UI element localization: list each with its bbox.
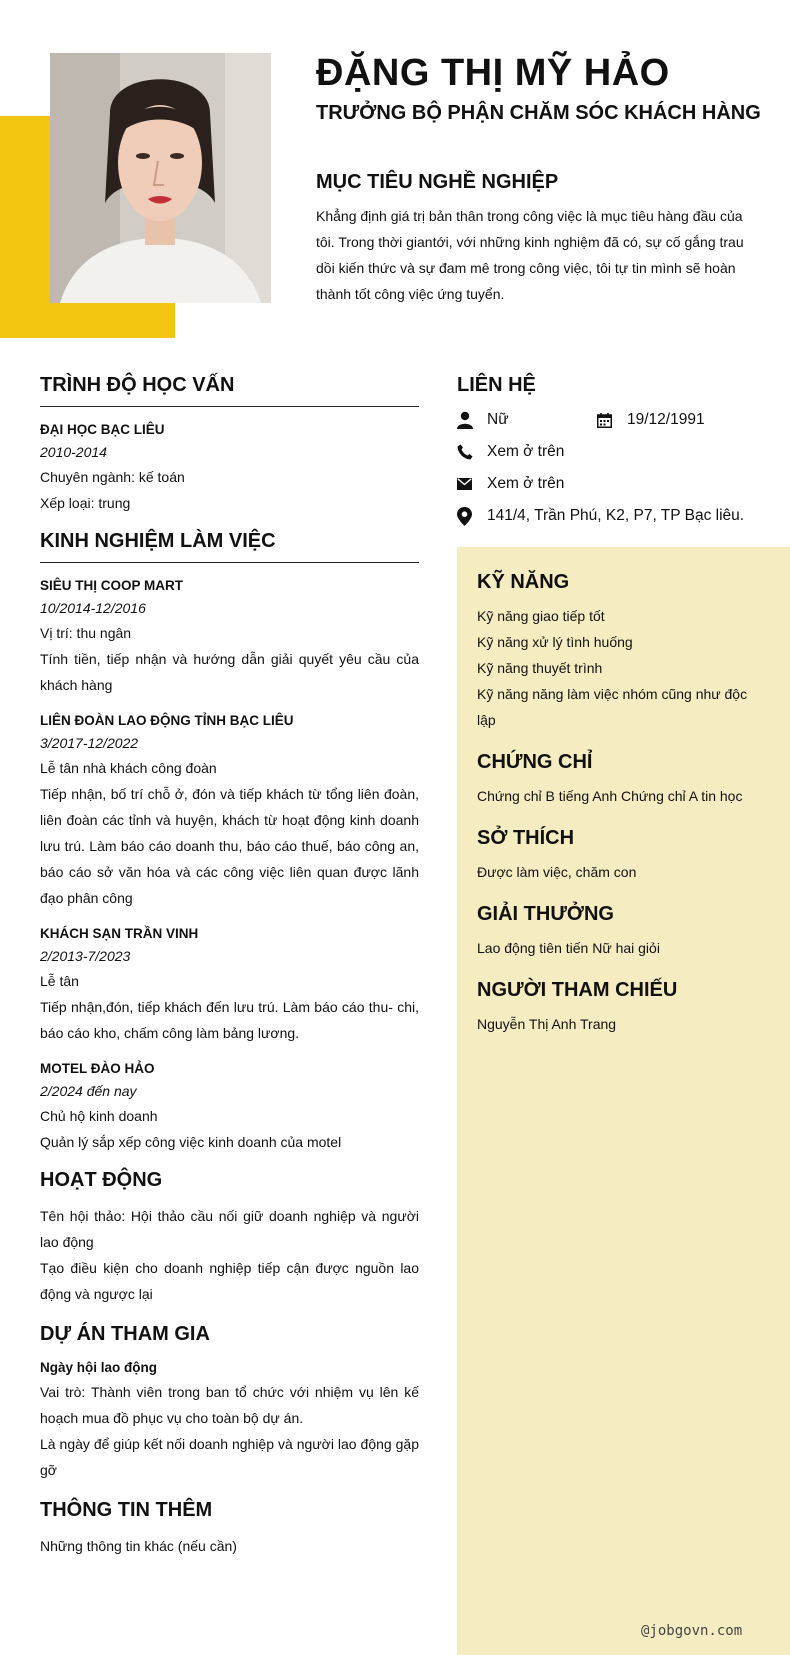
contact-row-gender-birthday — [457, 404, 777, 436]
references-text: Nguyễn Thị Anh Trang — [477, 1016, 617, 1032]
birthday-value: 19/12/1991 — [627, 411, 705, 428]
experience-position: Lễ tân nhà khách công đoàn — [40, 760, 217, 776]
right-panel — [457, 547, 790, 1655]
hobbies-section — [477, 825, 755, 885]
education-section — [40, 372, 419, 516]
skills-heading: KỸ NĂNG — [477, 571, 570, 593]
certificates-heading: CHỨNG CHỈ — [477, 751, 593, 773]
map-pin-icon — [457, 507, 487, 526]
certificates-section — [477, 749, 755, 809]
experience-period: 10/2014-12/2016 — [40, 600, 146, 616]
skill-item: Kỹ năng năng làm việc nhóm cũng như độc lập — [477, 686, 748, 728]
experience-period: 2/2013-7/2023 — [40, 948, 131, 964]
address-value: 141/4, Trần Phú, K2, P7, TP Bạc liêu. — [487, 507, 745, 524]
awards-section — [477, 901, 755, 961]
references-heading: NGƯỜI THAM CHIẾU — [477, 979, 678, 1001]
watermark: @jobgovn.com — [641, 1623, 743, 1639]
hobbies-text: Được làm việc, chăm con — [477, 864, 637, 880]
candidate-name: ĐẶNG THỊ MỸ HẢO — [316, 52, 670, 94]
experience-description: Quản lý sắp xếp công việc kinh doanh của motel — [40, 1134, 342, 1150]
experience-entry — [40, 575, 419, 698]
projects-section — [40, 1321, 419, 1483]
contact-row-address — [457, 500, 777, 532]
education-rank: Xếp loại: trung — [40, 495, 131, 511]
calendar-icon — [597, 413, 627, 428]
skill-item: Kỹ năng thuyết trình — [477, 660, 603, 676]
left-column — [40, 372, 419, 1569]
activity-line: Tên hội thảo: Hội thảo cầu nối giữ doanh nghiệp và người lao động — [40, 1208, 419, 1250]
activity-line: Tạo điều kiện cho doanh nghiệp tiếp cận được nguồn lao động và ngược lại — [40, 1260, 419, 1302]
hobbies-heading: SỞ THÍCH — [477, 827, 575, 849]
school-name: ĐẠI HỌC BẠC LIÊU — [40, 422, 165, 437]
envelope-icon — [457, 478, 487, 490]
company-name: MOTEL ĐÀO HẢO — [40, 1061, 155, 1076]
experience-description: Tính tiền, tiếp nhận và hướng dẫn giải quyết yêu cầu của khách hàng — [40, 651, 419, 693]
objective-heading: MỤC TIÊU NGHỀ NGHIỆP — [316, 171, 559, 193]
experience-position: Chủ hộ kinh doanh — [40, 1108, 158, 1124]
user-icon — [457, 411, 487, 429]
right-panel-content — [477, 569, 755, 1053]
education-entry — [40, 419, 419, 516]
project-line: Là ngày để giúp kết nối doanh nghiệp và người lao động gặp gỡ — [40, 1436, 419, 1478]
experience-heading: KINH NGHIỆM LÀM VIỆC — [40, 528, 419, 563]
contact-row-email — [457, 468, 777, 500]
extra-text: Những thông tin khác (nếu cần) — [40, 1538, 237, 1554]
experience-period: 2/2024 đến nay — [40, 1083, 137, 1099]
experience-entry — [40, 1058, 419, 1155]
experience-description: Tiếp nhận, bố trí chỗ ở, đón và tiếp khách từ tổng liên đoàn, liên đoàn các tỉnh và huyện, khách từ hoạt động kinh doanh lưu trú. Làm báo cáo doanh thu, báo cáo thuế, báo công an, báo cáo sở văn hóa và các công việc liên quan được lãnh đạo phân công — [40, 786, 419, 906]
experience-description: Tiếp nhận,đón, tiếp khách đến lưu trú. Làm báo cáo thu- chi, báo cáo kho, chấm công làm bảng lương. — [40, 999, 419, 1041]
skill-item: Kỹ năng xử lý tình huống — [477, 634, 633, 650]
gender-value: Nữ — [487, 411, 509, 428]
objective-text: Khẳng định giá trị bản thân trong công việc là mục tiêu hàng đầu của tôi. Trong thời giantới, với những kinh nghiệm đã có, sự cố gắng trau dồi kiến thức và sự đam mê trong công việc, tôi tự tin mình sẽ hoàn thành tốt công việc ứng tuyển. — [316, 208, 744, 302]
profile-photo — [50, 53, 271, 303]
awards-heading: GIẢI THƯỞNG — [477, 903, 614, 925]
email-value: Xem ở trên — [487, 475, 565, 492]
certificates-text: Chứng chỉ B tiếng Anh Chứng chỉ A tin học — [477, 788, 743, 804]
activities-section — [40, 1167, 419, 1307]
phone-value: Xem ở trên — [487, 443, 565, 460]
experience-period: 3/2017-12/2022 — [40, 735, 139, 751]
education-major: Chuyên ngành: kế toán — [40, 469, 185, 485]
experience-entry — [40, 710, 419, 911]
contact-row-phone — [457, 436, 777, 468]
education-period: 2010-2014 — [40, 444, 107, 460]
company-name: KHÁCH SẠN TRẦN VINH — [40, 926, 199, 941]
company-name: LIÊN ĐOÀN LAO ĐỘNG TỈNH BẠC LIÊU — [40, 713, 294, 728]
experience-position: Vị trí: thu ngân — [40, 625, 132, 641]
extra-heading: THÔNG TIN THÊM — [40, 1499, 213, 1521]
activities-heading: HOẠT ĐỘNG — [40, 1169, 163, 1191]
projects-heading: DỰ ÁN THAM GIA — [40, 1323, 210, 1345]
experience-position: Lễ tân — [40, 973, 79, 989]
experience-entry — [40, 923, 419, 1046]
experience-section — [40, 528, 419, 1155]
project-title: Ngày hội lao động — [40, 1360, 157, 1375]
education-heading: TRÌNH ĐỘ HỌC VẤN — [40, 372, 419, 407]
phone-icon — [457, 444, 487, 460]
references-section — [477, 977, 755, 1037]
skills-section — [477, 569, 755, 733]
skill-item: Kỹ năng giao tiếp tốt — [477, 608, 605, 624]
project-line: Vai trò: Thành viên trong ban tổ chức với nhiệm vụ lên kế hoạch mua đồ phục vụ cho toàn bộ dự án. — [40, 1384, 419, 1426]
contact-section — [457, 372, 777, 532]
awards-text: Lao động tiên tiến Nữ hai giỏi — [477, 940, 660, 956]
contact-heading: LIÊN HỆ — [457, 374, 536, 396]
extra-section — [40, 1497, 419, 1559]
job-title: TRƯỞNG BỘ PHẬN CHĂM SÓC KHÁCH HÀNG — [316, 102, 761, 124]
company-name: SIÊU THỊ COOP MART — [40, 578, 184, 593]
